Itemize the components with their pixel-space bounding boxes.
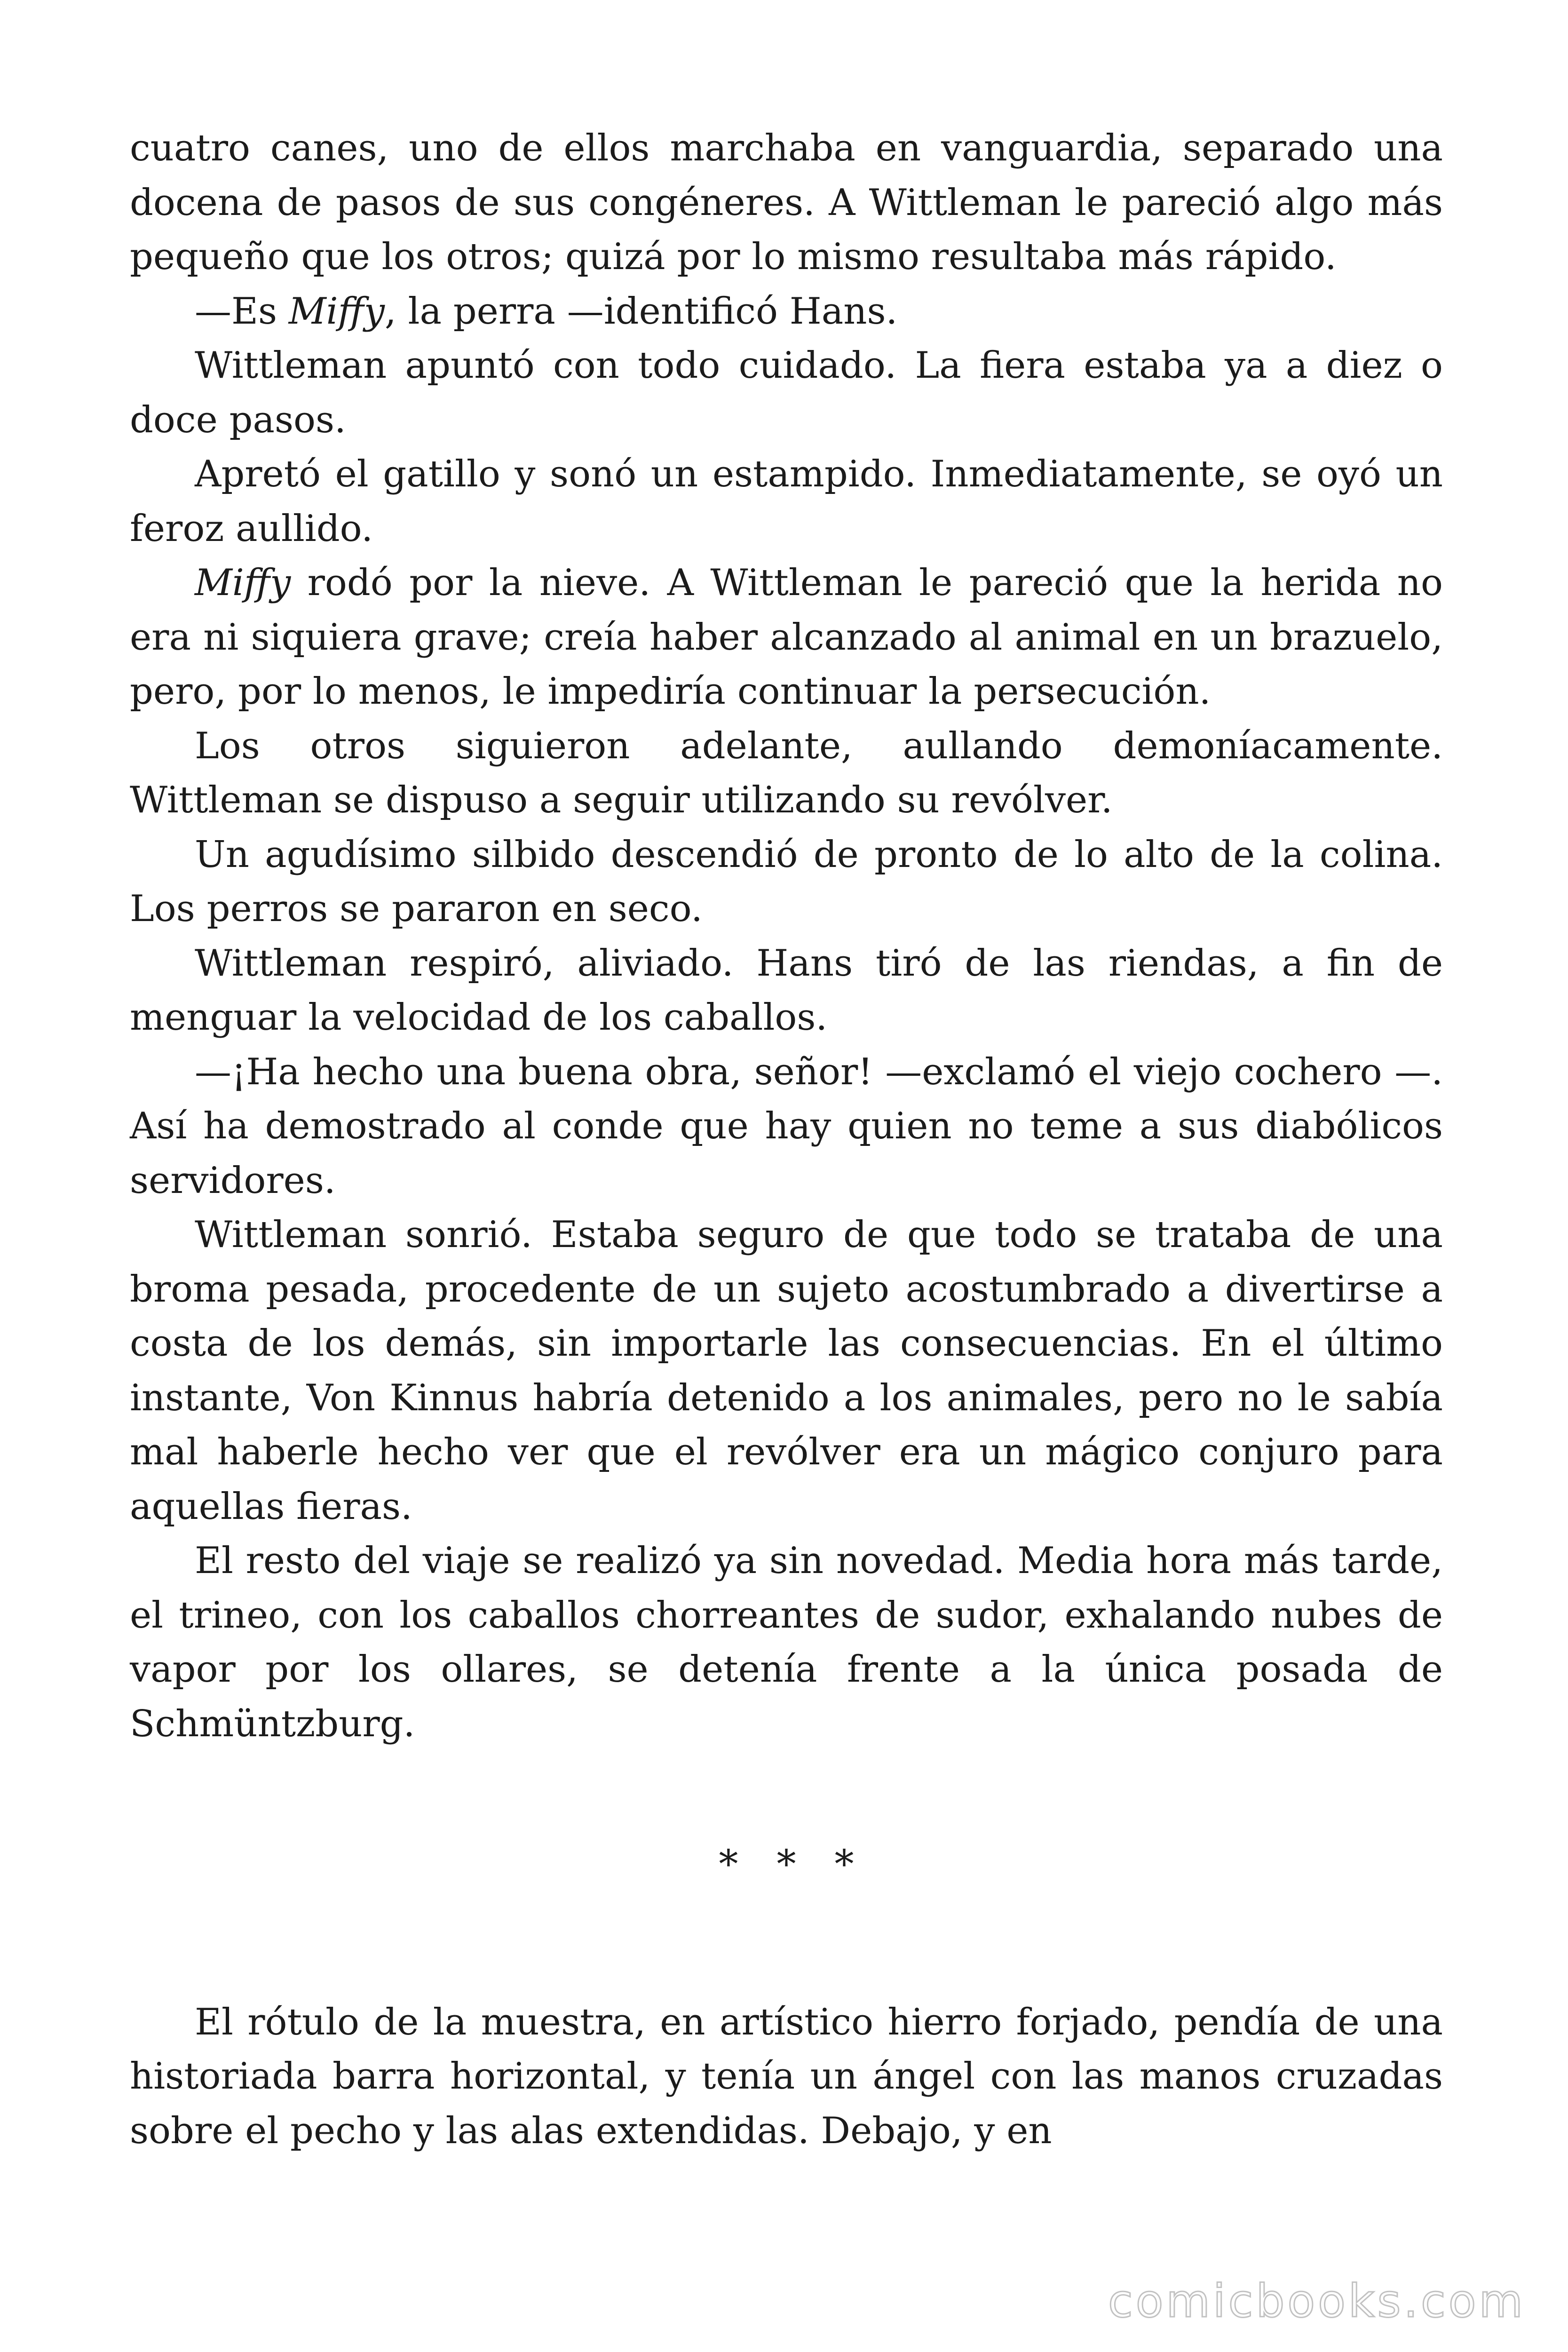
paragraph: [130, 1995, 1443, 2159]
paragraph: [130, 1208, 1443, 1534]
watermark-logo: comicbooks.com: [1108, 2275, 1526, 2328]
paragraph: [130, 121, 1443, 285]
paragraph-text: rodó por la nieve. A Wittleman le pareció que la herida no era ni siquiera grave; creía haber alcanzado al animal en un brazuelo, pero, por lo menos, le impediría continuar la persecución.: [130, 562, 1443, 713]
paragraph: [130, 556, 1443, 719]
paragraph-text: Wittleman respiró, aliviado. Hans tiró de las riendas, a fin de menguar la velocidad de los caballos.: [130, 942, 1443, 1039]
text-section-after-break: [130, 1995, 1443, 2159]
paragraph-text: —Es: [195, 290, 289, 333]
paragraph: [130, 719, 1443, 828]
paragraph: [130, 447, 1443, 556]
paragraph-text: —¡Ha hecho una buena obra, señor! —exclamó el viejo cochero —. Así ha demostrado al conde que hay quien no teme a sus diabólicos servidores.: [130, 1050, 1443, 1202]
paragraph: [130, 285, 1443, 339]
page-body: [130, 121, 1443, 2158]
paragraph-text: cuatro canes, uno de ellos marchaba en vanguardia, separado una docena de pasos de sus congéneres. A Wittleman le pareció algo más pequeño que los otros; quizá por lo mismo resultaba más rápido.: [130, 127, 1443, 278]
paragraph-text: Wittleman apuntó con todo cuidado. La fiera estaba ya a diez o doce pasos.: [130, 344, 1443, 441]
paragraph: [130, 339, 1443, 447]
italic-text: Miffy: [195, 562, 291, 604]
paragraph-text: Los otros siguieron adelante, aullando demoníacamente. Wittleman se dispuso a seguir utilizando su revólver.: [130, 724, 1443, 821]
paragraph-text: Apretó el gatillo y sonó un estampido. Inmediatamente, se oyó un feroz aullido.: [130, 453, 1443, 550]
paragraph: [130, 1534, 1443, 1751]
paragraph-text: , la perra —identificó Hans.: [384, 290, 898, 333]
paragraph-text: Un agudísimo silbido descendió de pronto de lo alto de la colina. Los perros se pararon en seco.: [130, 833, 1443, 930]
paragraph: [130, 937, 1443, 1045]
paragraph-text: El rótulo de la muestra, en artístico hierro forjado, pendía de una historiada barra horizontal, y tenía un ángel con las manos cruzadas sobre el pecho y las alas extendidas. Debajo, y en: [130, 2001, 1443, 2152]
text-section-before-break: [130, 121, 1443, 1751]
scene-break-separator: * * *: [719, 1842, 867, 1887]
paragraph-text: Wittleman sonrió. Estaba seguro de que todo se trataba de una broma pesada, procedente de un sujeto acostumbrado a divertirse a costa de los demás, sin importarle las consecuencias. En el último instante, Von Kinnus habría detenido a los animales, pero no le sabía mal haberle hecho ver que el revólver era un mágico conjuro para aquellas fieras.: [130, 1214, 1443, 1528]
paragraph: [130, 828, 1443, 937]
italic-text: Miffy: [288, 290, 385, 333]
paragraph: [130, 1045, 1443, 1208]
paragraph-text: El resto del viaje se realizó ya sin novedad. Media hora más tarde, el trineo, con los caballos chorreantes de sudor, exhalando nubes de vapor por los ollares, se detenía frente a la única posada de Schmüntzburg.: [130, 1540, 1443, 1745]
